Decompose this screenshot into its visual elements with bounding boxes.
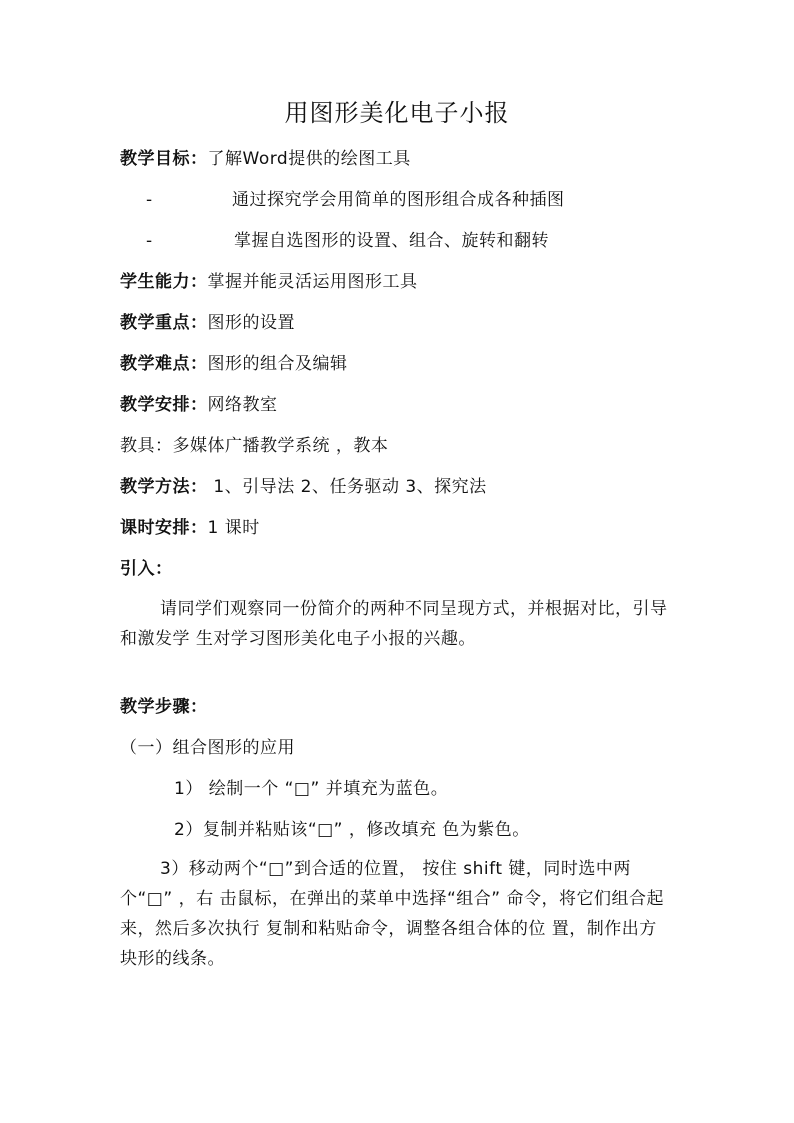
goal-item-2: 掌握自选图形的设置、组合、旋转和翻转 (234, 231, 549, 251)
goal-item-1: 通过探究学会用简单的图形组合成各种插图 (232, 190, 565, 210)
step-item-1: 1） 绘制一个 “□” 并填充为蓝色。 (174, 779, 449, 799)
field-key-point (120, 310, 680, 336)
field-value: 图形的设置 (207, 313, 295, 333)
goal-bullet-1: - (146, 190, 153, 210)
steps-label: 教学步骤： (120, 697, 208, 717)
field-label: 学生能力： (120, 272, 208, 292)
field-value: 1 课时 (207, 518, 260, 538)
field-label: 课时安排： (120, 518, 208, 538)
intro-paragraph: 请同学们观察同一份简介的两种不同呈现方式，并根据对比，引导和激发学 生对学习图形美化电子小报的兴趣。 (120, 599, 668, 649)
intro-label: 引入： (120, 559, 173, 579)
field-label: 教学难点： (120, 354, 208, 374)
steps-section-title: （一）组合图形的应用 (120, 738, 295, 758)
steps-line (120, 694, 680, 720)
field-label: 教具： (120, 436, 173, 456)
field-value: 掌握并能灵活运用图形工具 (207, 272, 418, 292)
field-value: 1、引导法 2、任务驱动 3、探究法 (207, 477, 487, 497)
goals-line (120, 146, 680, 172)
goals-label: 教学目标： (120, 149, 208, 169)
field-difficulty (120, 351, 680, 377)
field-hours (120, 515, 680, 541)
field-value: 图形的组合及编辑 (207, 354, 348, 374)
step-item-2: 2）复制并粘贴该“□” ，修改填充 色为紫色。 (174, 820, 530, 840)
document-title: 用图形美化电子小报 (284, 99, 510, 127)
field-value: 网络教室 (207, 395, 278, 415)
field-methods (120, 474, 680, 500)
intro-line (120, 556, 680, 582)
field-ability (120, 269, 680, 295)
field-arrangement (120, 392, 680, 418)
field-label: 教学安排： (120, 395, 208, 415)
step-item-3: 3）移动两个“□”到合适的位置， 按住 shift 键，同时选中两个“□” ，右 击鼠标，在弹出的菜单中选择“组合” 命令，将它们组合起来，然后多次执行 复制和粘贴命令，调整各组合体的位 置，制作出方块形的线条。 (120, 859, 665, 969)
field-label: 教学重点： (120, 313, 208, 333)
field-tools (120, 433, 680, 459)
goals-first: 了解Word提供的绘图工具 (207, 149, 411, 169)
goal-bullet-2: - (146, 231, 153, 251)
field-value: 多媒体广播教学系统 ，教本 (172, 436, 389, 456)
field-label: 教学方法： (120, 477, 208, 497)
